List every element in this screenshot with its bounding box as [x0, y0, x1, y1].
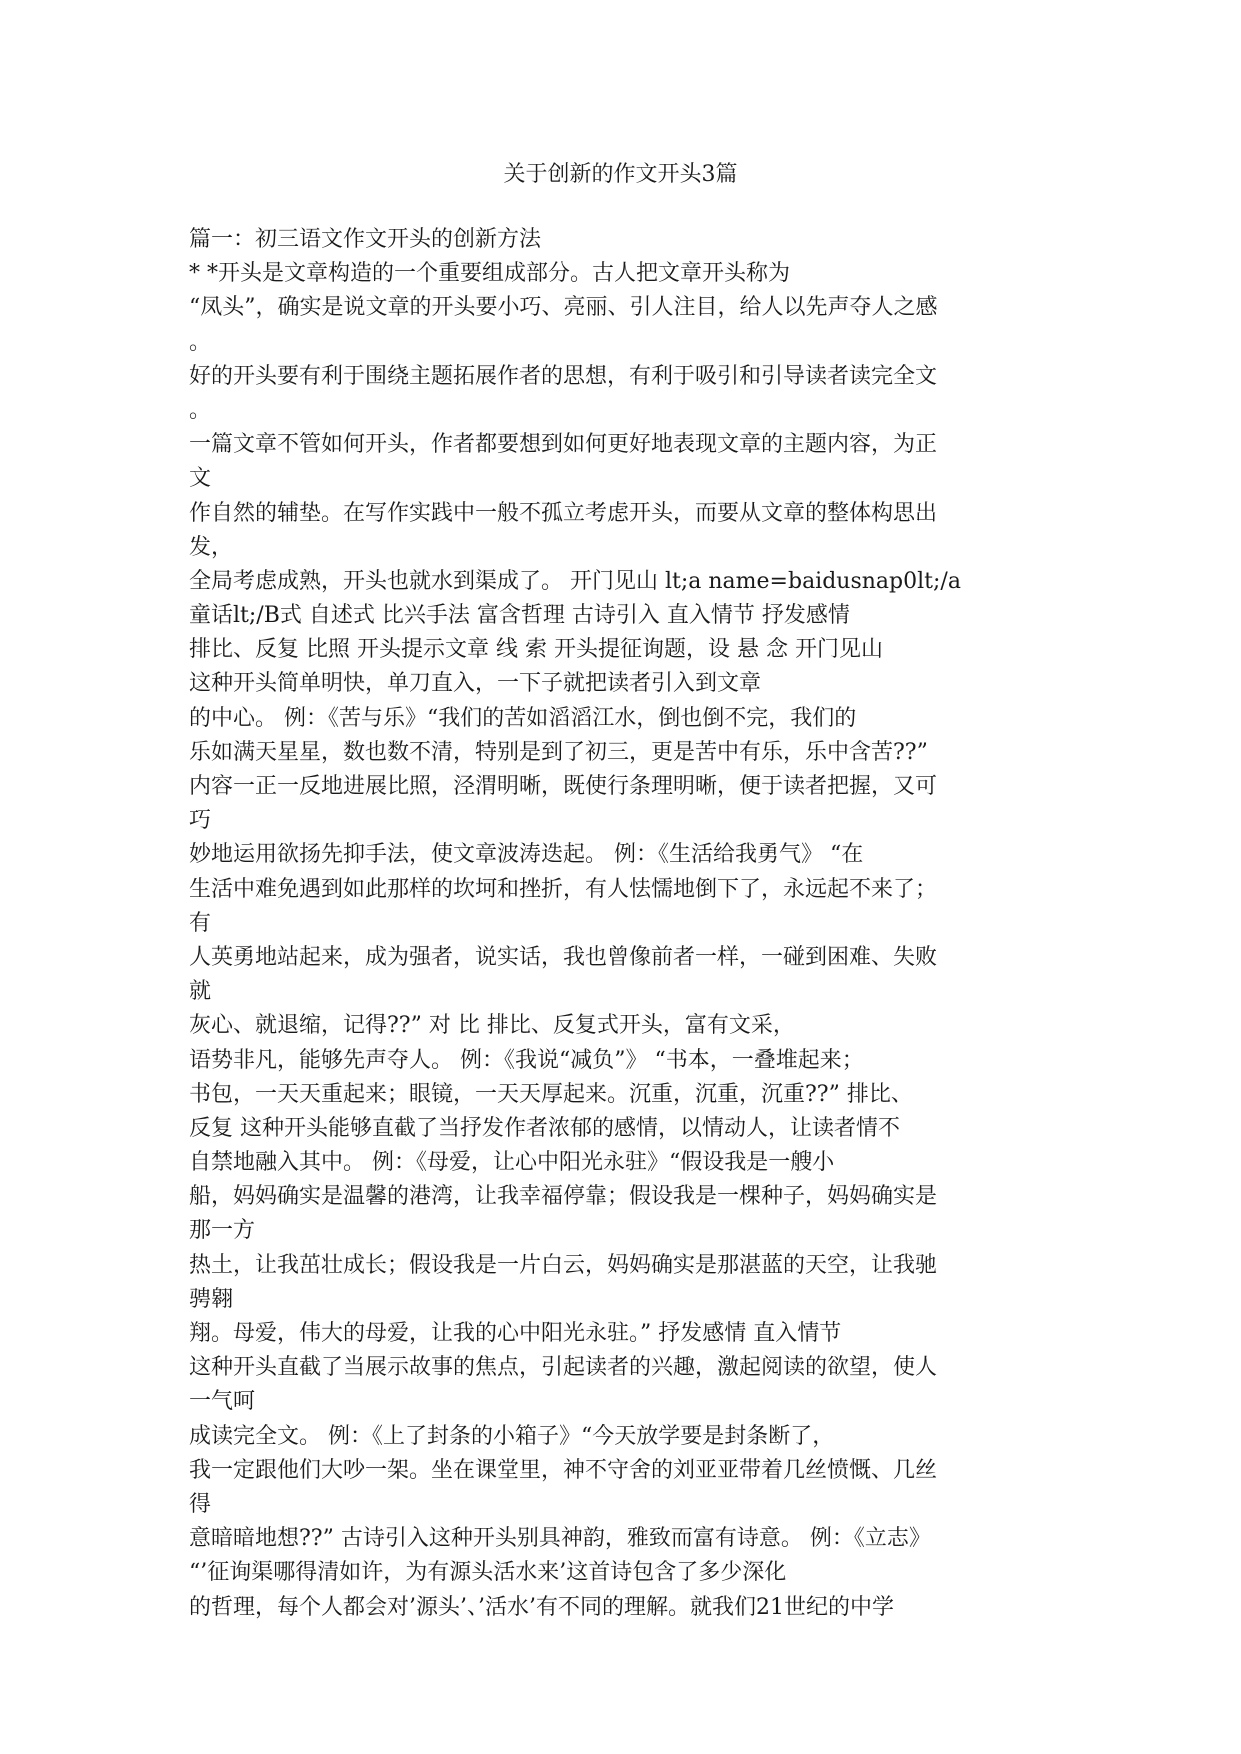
text-line: 那一方 [189, 1218, 256, 1244]
text-line: 。 [189, 397, 212, 423]
text-line: 自禁地融入其中。 例：《母爱，让心中阳光永驻》“假设我是一艘小 [189, 1150, 835, 1176]
text-line: 我一定跟他们大吵一架。坐在课堂里，神不守舍的刘亚亚带着几丝愤慨、几丝 [189, 1457, 938, 1483]
text-line: 的中心。 例：《苦与乐》“我们的苦如滔滔江水，倒也倒不完，我们的 [189, 705, 857, 731]
text-line: 灰心、就退缩，记得??” 对 比 排比、反复式开头，富有文采， [189, 1013, 795, 1039]
text-line: “凤头”，确实是说文章的开头要小巧、亮丽、引人注目，给人以先声夺人之感 [189, 295, 938, 321]
text-line: 这种开头简单明快，单刀直入，一下子就把读者引入到文章 [189, 671, 762, 697]
text-line: 得 [189, 1491, 212, 1517]
text-line: 书包，一天天重起来；眼镜，一天天厚起来。沉重，沉重，沉重??” 排比、 [189, 1081, 913, 1107]
text-line: 文 [189, 466, 212, 492]
text-line: * *开头是文章构造的一个重要组成部分。古人把文章开头称为 [189, 261, 790, 287]
text-line: 好的开头要有利于围绕主题拓展作者的思想，有利于吸引和引导读者读完全文 [189, 363, 938, 389]
text-line: “’征询渠哪得清如许，为有源头活水来’这首诗包含了多少深化 [189, 1560, 787, 1586]
text-line: 排比、反复 比照 开头提示文章 线 索 开头提征询题，设 悬 念 开门见山 [189, 637, 883, 663]
text-line: 乐如满天星星，数也数不清，特别是到了初三，更是苦中有乐，乐中含苦??” [189, 739, 928, 765]
text-line: 意暗暗地想??” 古诗引入这种开头别具神韵，雅致而富有诗意。 例：《立志》 [189, 1526, 931, 1552]
text-line: 就 [189, 979, 212, 1005]
text-line: 童话lt;/B式 自述式 比兴手法 富含哲理 古诗引入 直入情节 抒发感情 [189, 603, 850, 629]
text-line: 成读完全文。 例：《上了封条的小箱子》“今天放学要是封条断了， [189, 1423, 835, 1449]
document-body [189, 223, 1049, 1625]
text-line: 热土，让我茁壮成长；假设我是一片白云，妈妈确实是那湛蓝的天空，让我驰 [189, 1252, 938, 1278]
document-title: 关于创新的作文开头3篇 [503, 162, 738, 187]
text-line: 的哲理，每个人都会对’源头’、’活水’有不同的理解。就我们21世纪的中学 [189, 1594, 894, 1620]
text-line: 一气呵 [189, 1389, 256, 1415]
text-line: 生活中难免遇到如此那样的坎坷和挫折，有人怯懦地倒下了，永远起不来了； [189, 876, 938, 902]
text-line: 发， [189, 534, 234, 560]
text-line: 船，妈妈确实是温馨的港湾，让我幸福停靠；假设我是一棵种子，妈妈确实是 [189, 1184, 938, 1210]
text-line: 。 [189, 329, 212, 355]
text-line: 有 [189, 910, 212, 936]
text-line: 妙地运用欲扬先抑手法，使文章波涛迭起。 例：《生活给我勇气》 “在 [189, 842, 864, 868]
text-line: 巧 [189, 808, 212, 834]
text-line: 作自然的辅垫。在写作实践中一般不孤立考虑开头，而要从文章的整体构思出 [189, 500, 938, 526]
text-line: 语势非凡，能够先声夺人。 例：《我说“减负”》 “书本，一叠堆起来； [189, 1047, 864, 1073]
text-line: 翔。母爱，伟大的母爱，让我的心中阳光永驻。” 抒发感情 直入情节 [189, 1321, 842, 1346]
text-line: 人英勇地站起来，成为强者，说实话，我也曾像前者一样，一碰到困难、失败 [189, 944, 938, 970]
text-line: 骋翱 [189, 1286, 234, 1312]
text-line: 一篇文章不管如何开头，作者都要想到如何更好地表现文章的主题内容，为正 [189, 432, 938, 458]
text-line: 篇一：初三语文作文开头的创新方法 [189, 227, 542, 252]
text-line: 这种开头直截了当展示故事的焦点，引起读者的兴趣，激起阅读的欲望，使人 [189, 1355, 938, 1381]
text-line: 内容一正一反地进展比照，泾渭明晰，既使行条理明晰，便于读者把握，又可 [189, 774, 938, 799]
text-line: 反复 这种开头能够直截了当抒发作者浓郁的感情，以情动人，让读者情不 [189, 1115, 900, 1141]
text-line: 全局考虑成熟，开头也就水到渠成了。 开门见山 lt;a name=baidusnap0lt;/a [189, 568, 961, 594]
